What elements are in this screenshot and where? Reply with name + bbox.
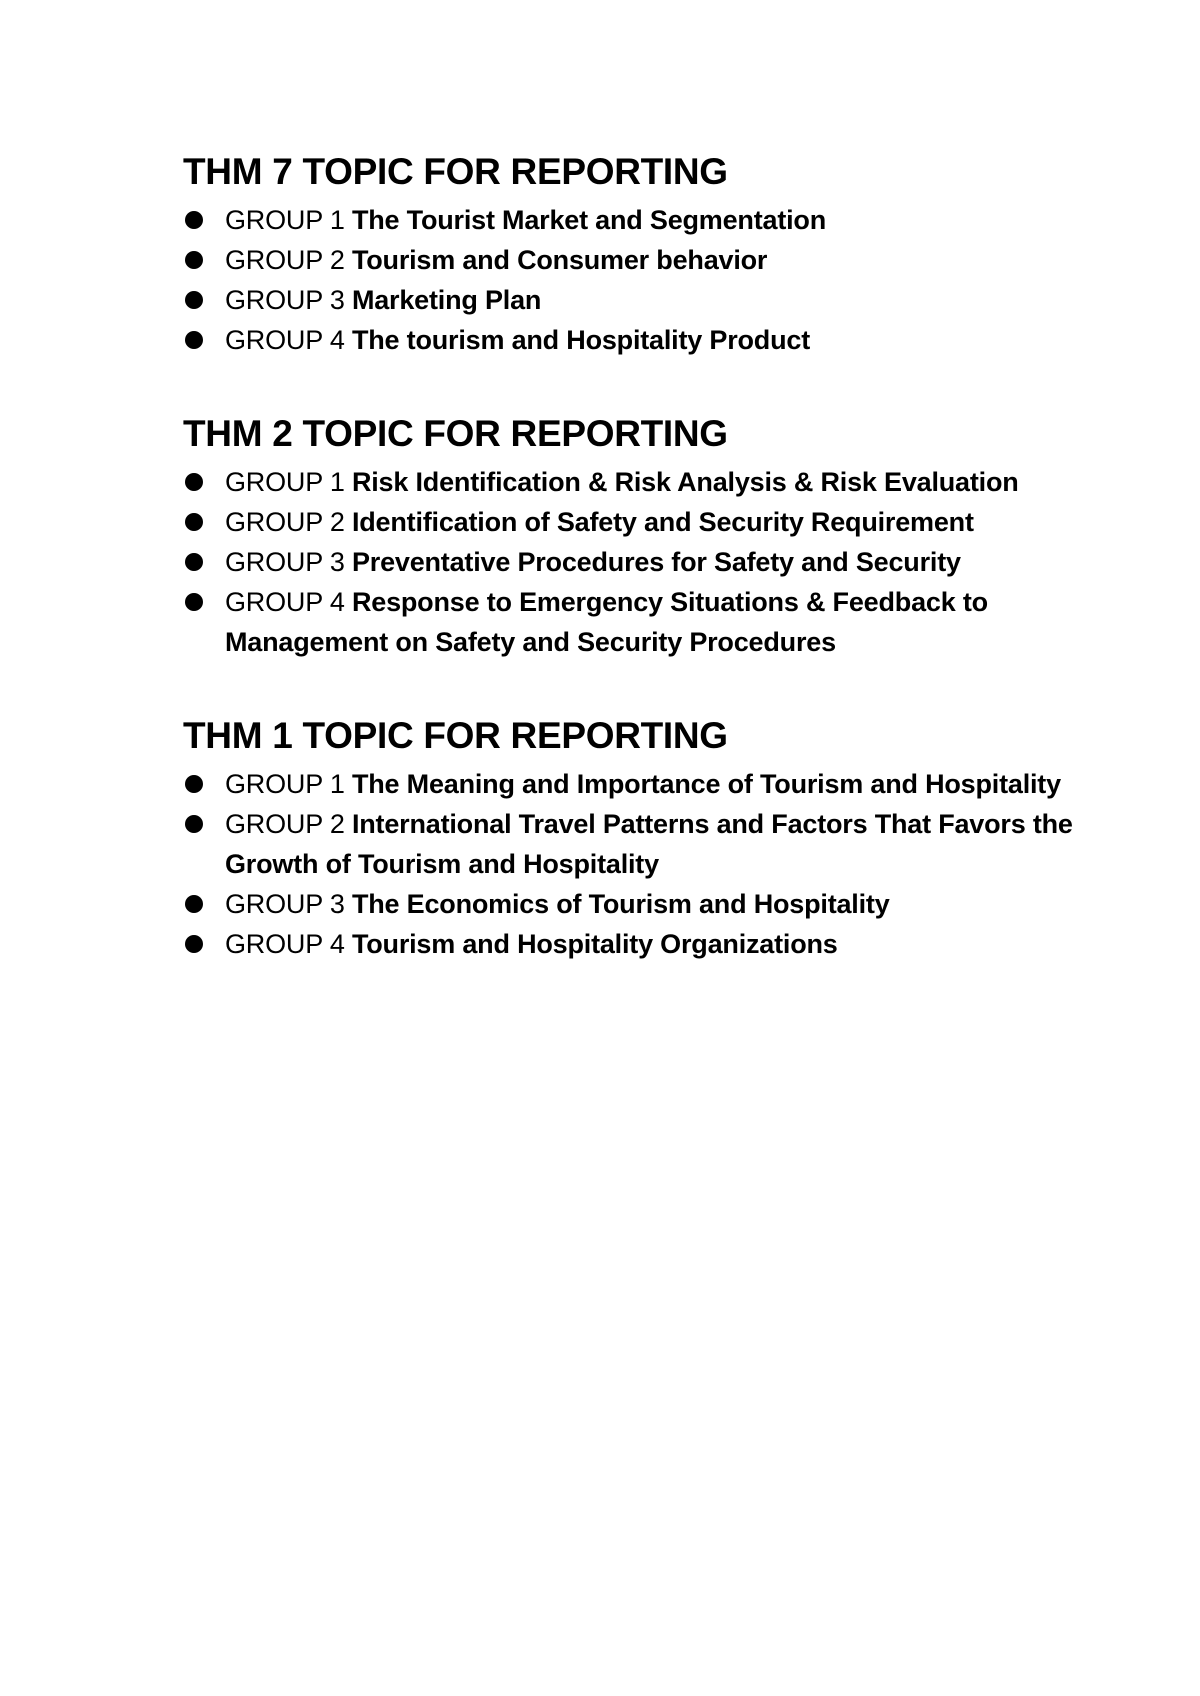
group-label: GROUP 4 <box>225 325 352 355</box>
list-item <box>183 884 1083 924</box>
list-item <box>183 240 1083 280</box>
group-label: GROUP 1 <box>225 769 352 799</box>
group-list <box>183 764 1083 964</box>
list-item <box>183 924 1083 964</box>
bullet-icon <box>185 935 203 953</box>
group-topic: Response to Emergency Situations & Feedback to Management on Safety and Security Procedures <box>225 587 988 657</box>
group-topic: International Travel Patterns and Factors That Favors the Growth of Tourism and Hospitality <box>225 809 1073 879</box>
group-topic: Risk Identification & Risk Analysis & Risk Evaluation <box>351 467 1019 497</box>
group-label: GROUP 3 <box>225 889 352 919</box>
group-label: GROUP 2 <box>225 245 352 275</box>
list-item <box>183 462 1083 502</box>
group-label: GROUP 1 <box>225 467 352 497</box>
bullet-icon <box>185 775 203 793</box>
group-label: GROUP 1 <box>225 205 352 235</box>
list-item <box>183 764 1083 804</box>
bullet-icon <box>185 553 203 571</box>
section-title: THM 2 TOPIC FOR REPORTING <box>183 413 728 454</box>
group-label: GROUP 4 <box>225 587 352 617</box>
group-topic: Tourism and Hospitality Organizations <box>351 929 838 959</box>
section-thm7 <box>183 148 1083 360</box>
list-item <box>183 200 1083 240</box>
group-topic: Identification of Safety and Security Requirement <box>351 507 974 537</box>
section-thm1 <box>183 712 1083 964</box>
group-topic: The Tourist Market and Segmentation <box>351 205 827 235</box>
bullet-icon <box>185 251 203 269</box>
list-item <box>183 542 1083 582</box>
group-topic: The Economics of Tourism and Hospitality <box>351 889 890 919</box>
group-label: GROUP 4 <box>225 929 352 959</box>
section-title: THM 1 TOPIC FOR REPORTING <box>183 715 728 756</box>
bullet-icon <box>185 291 203 309</box>
bullet-icon <box>185 211 203 229</box>
section-title: THM 7 TOPIC FOR REPORTING <box>183 151 728 192</box>
group-label: GROUP 3 <box>225 285 352 315</box>
group-label: GROUP 3 <box>225 547 352 577</box>
group-topic: The Meaning and Importance of Tourism and Hospitality <box>351 769 1061 799</box>
list-item <box>183 804 1083 884</box>
list-item <box>183 280 1083 320</box>
list-item <box>183 502 1083 542</box>
list-item <box>183 320 1083 360</box>
bullet-icon <box>185 895 203 913</box>
bullet-icon <box>185 815 203 833</box>
bullet-icon <box>185 593 203 611</box>
bullet-icon <box>185 331 203 349</box>
group-topic: Preventative Procedures for Safety and Security <box>351 547 961 577</box>
group-list <box>183 200 1083 360</box>
group-topic: The tourism and Hospitality Product <box>351 325 810 355</box>
list-item <box>183 582 1083 662</box>
group-label: GROUP 2 <box>225 507 352 537</box>
group-topic: Tourism and Consumer behavior <box>351 245 768 275</box>
section-thm2 <box>183 410 1083 662</box>
document-content <box>183 148 1083 1014</box>
bullet-icon <box>185 473 203 491</box>
group-list <box>183 462 1083 662</box>
group-label: GROUP 2 <box>225 809 352 839</box>
group-topic: Marketing Plan <box>351 285 542 315</box>
bullet-icon <box>185 513 203 531</box>
